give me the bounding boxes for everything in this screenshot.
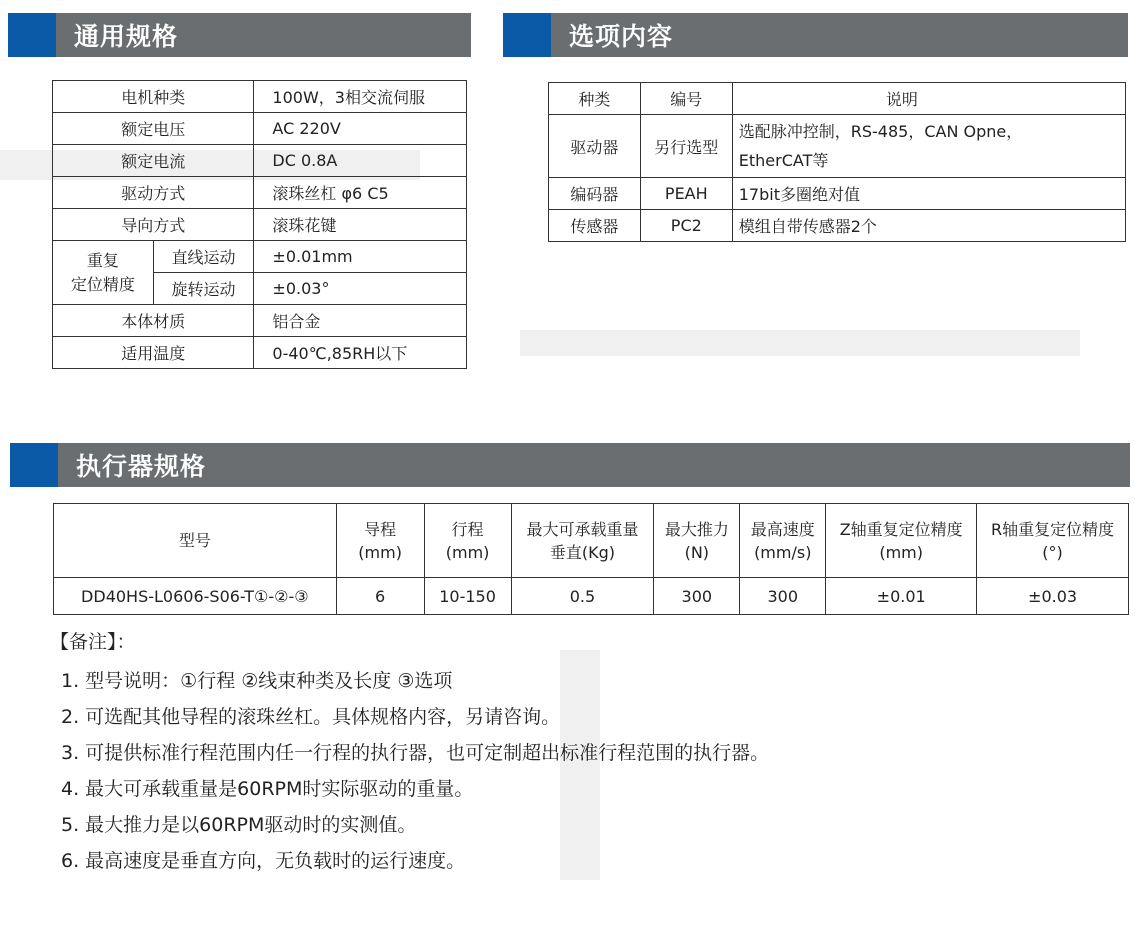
option-description: [732, 115, 1125, 178]
spec-label: 适用温度: [53, 337, 254, 369]
spec-value: 滚珠丝杠 φ6 C5: [254, 177, 467, 209]
linear-motion-value: ±0.01mm: [254, 241, 467, 273]
table-row: [549, 178, 1126, 210]
header-accent: [10, 443, 58, 487]
options-header: [503, 13, 1128, 57]
spec-value: DC 0.8A: [254, 145, 467, 177]
option-type: 驱动器: [549, 115, 641, 178]
rotary-motion-value: ±0.03°: [254, 273, 467, 305]
notes-heading: 【备注】：: [50, 631, 136, 653]
column-header: [511, 504, 654, 578]
option-type: 传感器: [549, 210, 641, 242]
header-unit: (N): [684, 542, 710, 562]
spec-label: 额定电压: [53, 113, 254, 145]
header-line: R轴重复定位精度: [990, 519, 1115, 539]
header-line: 最高速度: [750, 519, 815, 539]
table-row: [53, 305, 467, 337]
spec-value: AC 220V: [254, 113, 467, 145]
max-load-value: 0.5: [511, 578, 654, 615]
table-row: [53, 145, 467, 177]
spec-value: 滚珠花键: [254, 209, 467, 241]
lead-value: 6: [336, 578, 424, 615]
header-accent: [8, 13, 56, 57]
header-unit: (°): [1042, 542, 1063, 562]
actuator-spec-title: 执行器规格: [76, 452, 207, 481]
table-row: [549, 210, 1126, 242]
note-item: 6. 最高速度是垂直方向，无负载时的运行速度。: [61, 850, 466, 872]
note-item: 3. 可提供标准行程范围内任一行程的执行器，也可定制超出标准行程范围的执行器。: [61, 742, 770, 764]
header-line: 最大可承载重量: [526, 519, 639, 539]
header-unit: (mm): [358, 542, 402, 562]
column-header: [826, 504, 977, 578]
table-row: [53, 177, 467, 209]
option-code: PEAH: [640, 178, 732, 210]
table-row: [53, 337, 467, 369]
column-header: 种类: [549, 83, 641, 115]
repeat-accuracy-label: [53, 241, 154, 305]
spec-value: 铝合金: [254, 305, 467, 337]
max-speed-value: 300: [740, 578, 826, 615]
options-title: 选项内容: [569, 22, 674, 51]
description-line: 选配脉冲控制，RS-485，CAN Opne，: [738, 122, 1023, 141]
option-description: 17bit多圈绝对值: [732, 178, 1125, 210]
note-item: 4. 最大可承载重量是60RPM时实际驱动的重量。: [61, 778, 474, 800]
spec-label: 额定电流: [53, 145, 254, 177]
column-header: [424, 504, 511, 578]
repeat-label-line1: 重复: [86, 250, 119, 270]
table-row: [54, 578, 1129, 615]
watermark-shape: [520, 330, 1080, 356]
z-accuracy-value: ±0.01: [826, 578, 977, 615]
spec-label: 驱动方式: [53, 177, 254, 209]
spec-label: 电机种类: [53, 81, 254, 113]
column-header: [654, 504, 740, 578]
max-thrust-value: 300: [654, 578, 740, 615]
header-line: 行程: [451, 519, 484, 539]
general-spec-title: 通用规格: [74, 22, 179, 51]
table-row: [53, 241, 467, 273]
column-header: [977, 504, 1129, 578]
header-line: 导程: [364, 519, 397, 539]
note-item: 1. 型号说明：①行程 ②线束种类及长度 ③选项: [61, 670, 453, 692]
model-number: DD40HS-L0606-S06-T①-②-③: [54, 578, 337, 615]
option-description: 模组自带传感器2个: [732, 210, 1125, 242]
table-row: [53, 113, 467, 145]
option-code: 另行选型: [640, 115, 732, 178]
option-type: 编码器: [549, 178, 641, 210]
linear-motion-label: 直线运动: [153, 241, 254, 273]
column-header-model: [54, 504, 337, 578]
spec-label: 本体材质: [53, 305, 254, 337]
header-line: 型号: [178, 531, 211, 550]
column-header: 编号: [640, 83, 732, 115]
table-row: [53, 209, 467, 241]
note-item: 2. 可选配其他导程的滚珠丝杠。具体规格内容，另请咨询。: [61, 706, 561, 728]
header-line: 最大推力: [664, 519, 729, 539]
r-accuracy-value: ±0.03: [977, 578, 1129, 615]
rotary-motion-label: 旋转运动: [153, 273, 254, 305]
header-line: Z轴重复定位精度: [839, 519, 963, 539]
column-header: [336, 504, 424, 578]
header-unit: 垂直(Kg): [549, 542, 616, 562]
table-header-row: [54, 504, 1129, 578]
column-header: [740, 504, 826, 578]
options-table: [548, 82, 1126, 242]
repeat-label-line2: 定位精度: [70, 274, 135, 294]
general-spec-table: [52, 80, 467, 369]
description-line: EtherCAT等: [738, 151, 829, 170]
option-code: PC2: [640, 210, 732, 242]
column-header: 说明: [732, 83, 1125, 115]
header-unit: (mm): [879, 542, 923, 562]
table-row: [53, 81, 467, 113]
spec-value: 100W，3相交流伺服: [254, 81, 467, 113]
general-spec-header: [8, 13, 471, 57]
header-unit: (mm): [445, 542, 490, 562]
actuator-spec-table: [53, 503, 1129, 615]
note-item: 5. 最大推力是以60RPM驱动时的实测值。: [61, 814, 417, 836]
table-row: [549, 115, 1126, 178]
notes-section: [50, 625, 769, 879]
table-header-row: [549, 83, 1126, 115]
spec-value: 0-40℃,85RH以下: [254, 337, 467, 369]
header-accent: [503, 13, 551, 57]
header-unit: (mm/s): [754, 542, 812, 562]
spec-label: 导向方式: [53, 209, 254, 241]
stroke-value: 10-150: [424, 578, 511, 615]
actuator-spec-header: [10, 443, 1130, 487]
